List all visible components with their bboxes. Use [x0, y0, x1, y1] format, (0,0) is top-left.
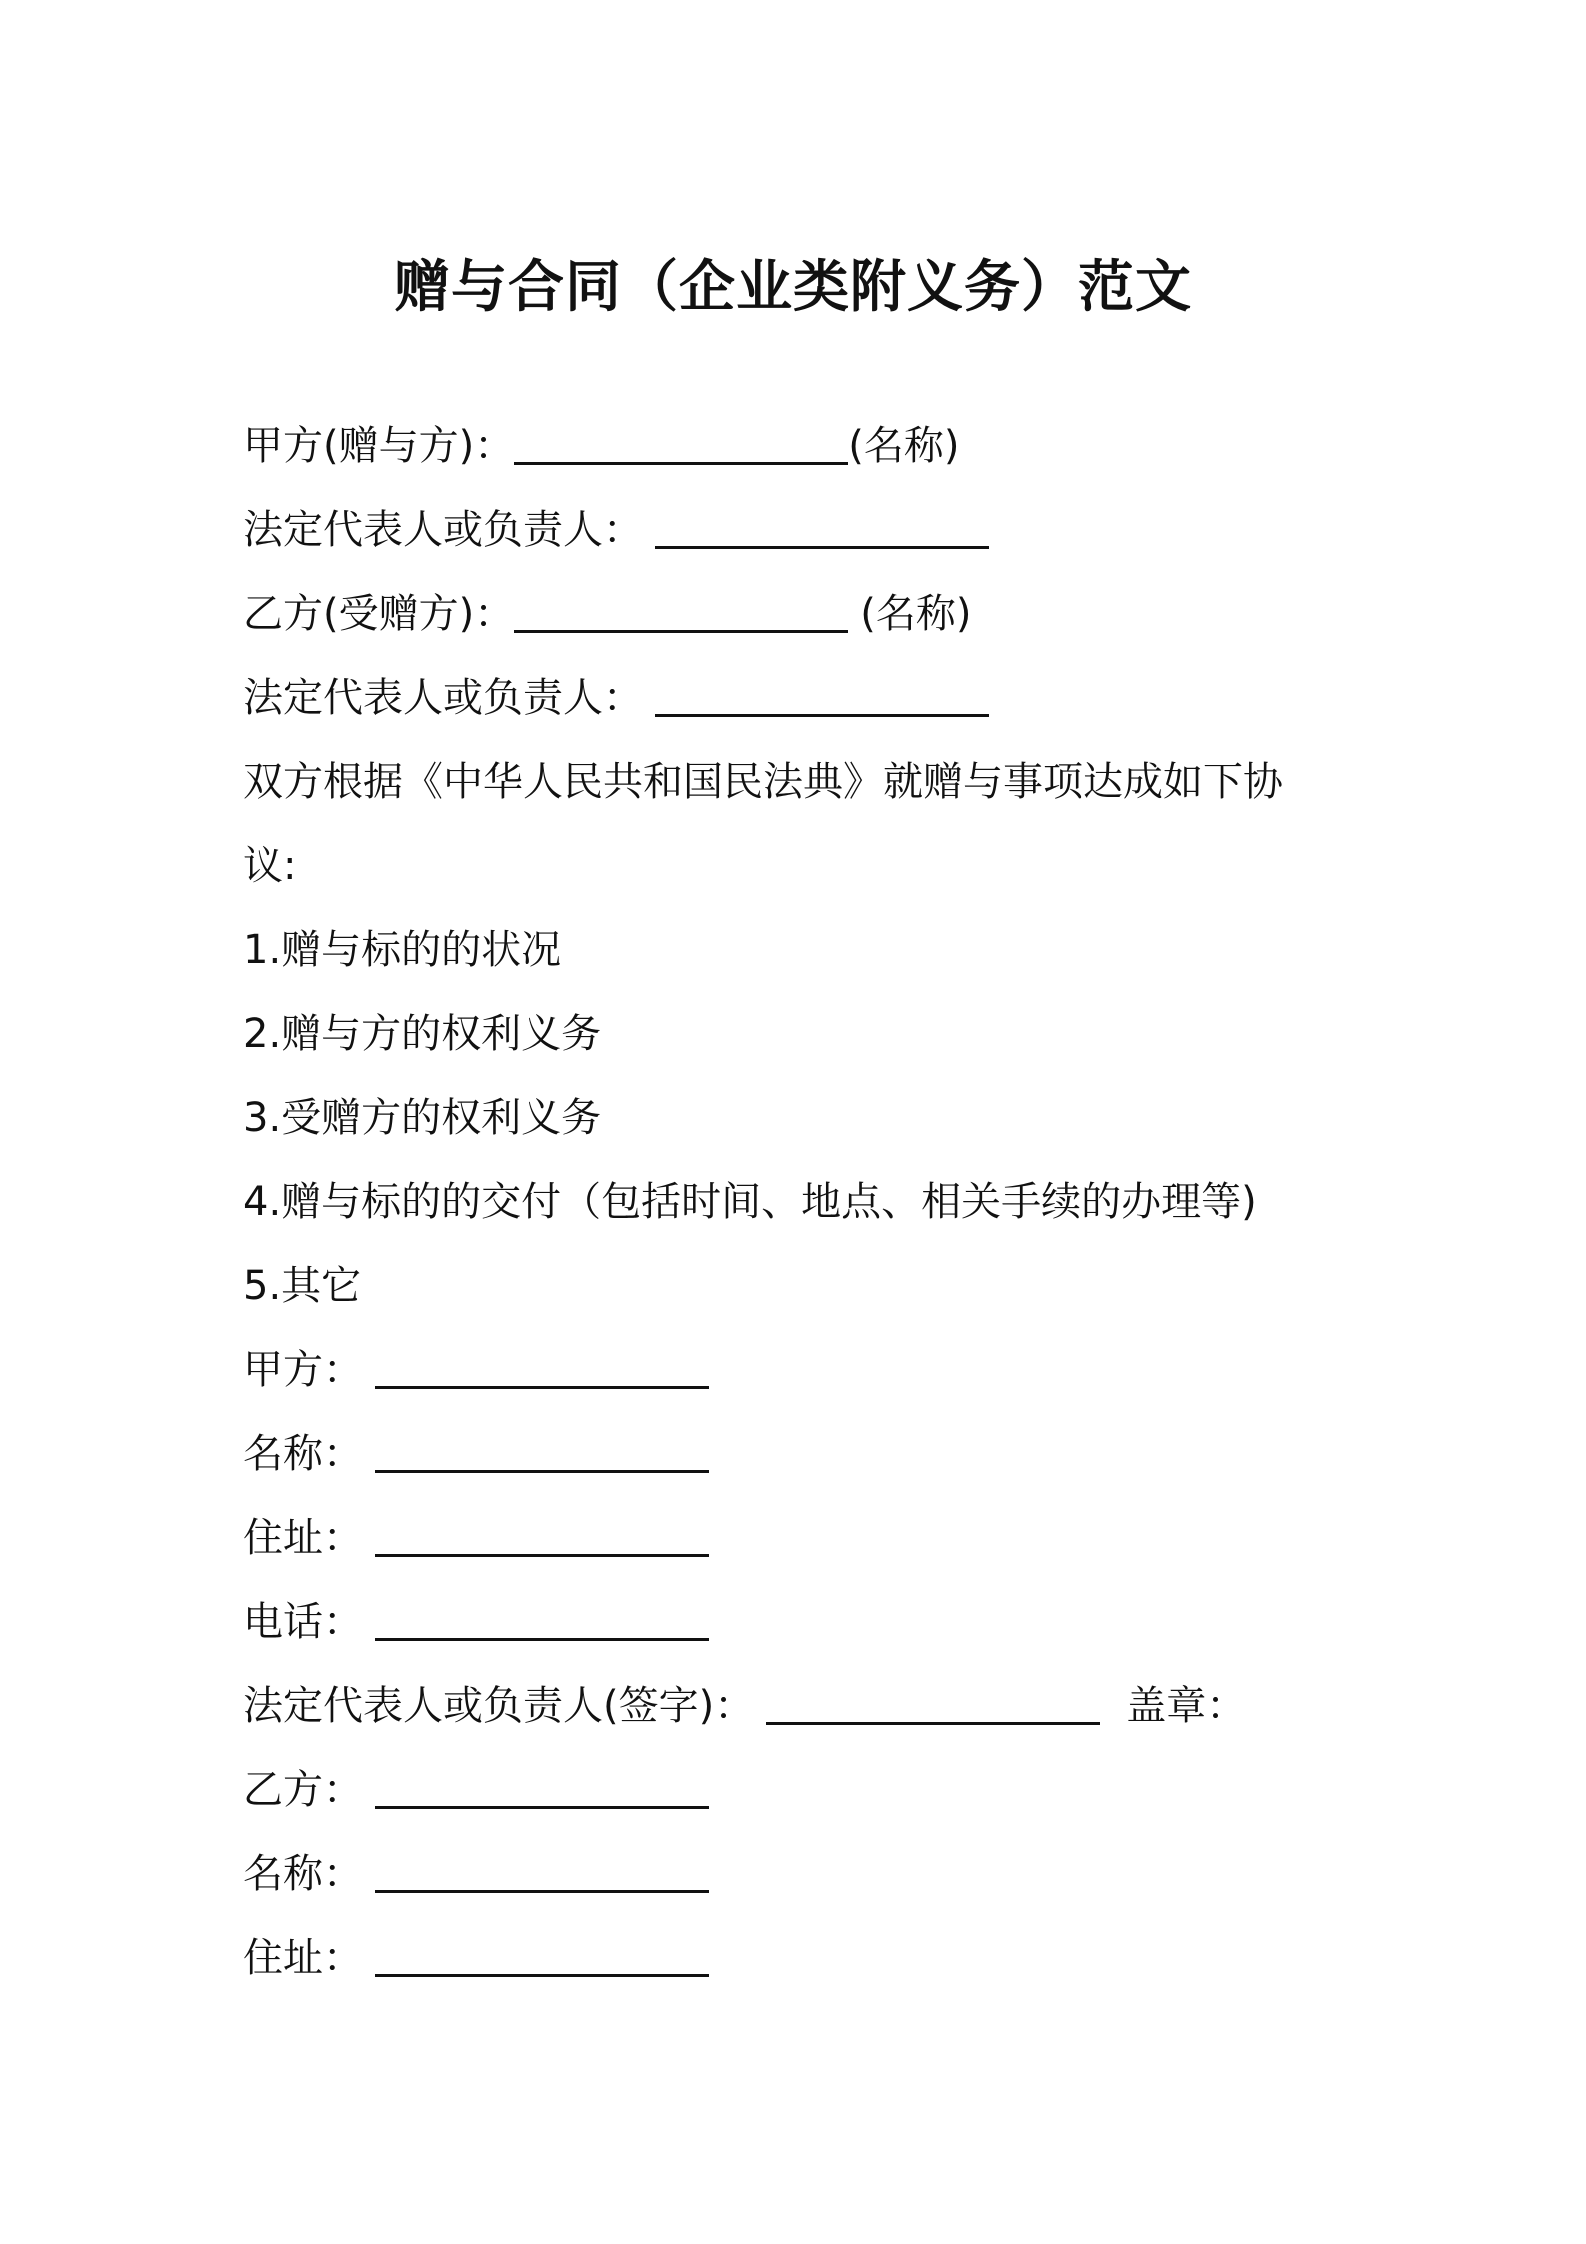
sig-a-party-blank[interactable]: [375, 1346, 709, 1389]
preamble-line-2: 议:: [243, 843, 297, 889]
sig-a-party-label: 甲方：: [243, 1347, 363, 1393]
clause-item: 3.受赠方的权利义务: [243, 1095, 602, 1141]
sig-b-party-blank[interactable]: [375, 1766, 709, 1809]
sig-a-party-line: [243, 1328, 1363, 1412]
sig-a-name-line: [243, 1412, 1363, 1496]
sig-a-address-label: 住址：: [243, 1515, 363, 1561]
party-a-legal-rep-blank[interactable]: [655, 506, 989, 549]
party-a-name-blank[interactable]: [514, 422, 848, 465]
sig-b-name-label: 名称：: [243, 1851, 363, 1897]
party-b-legal-rep-blank[interactable]: [655, 674, 989, 717]
party-a-donor-line: [243, 404, 1363, 488]
sig-b-name-line: [243, 1832, 1363, 1916]
party-b-legal-rep-line: [243, 656, 1363, 740]
sig-a-name-blank[interactable]: [375, 1430, 709, 1473]
sig-b-address-label: 住址：: [243, 1935, 363, 1981]
party-b-name-suffix: (名称): [860, 591, 972, 637]
party-a-donor-label: 甲方(赠与方)：: [243, 423, 515, 469]
sig-a-legal-rep-blank[interactable]: [766, 1682, 1100, 1725]
party-b-name-blank[interactable]: [514, 590, 848, 633]
sig-b-party-label: 乙方：: [243, 1767, 363, 1813]
sig-a-address-line: [243, 1496, 1363, 1580]
sig-a-seal-label: 盖章：: [1126, 1683, 1247, 1729]
clause-item: 1.赠与标的的状况: [243, 927, 562, 973]
sig-a-phone-label: 电话：: [243, 1599, 363, 1645]
party-b-donee-line: [243, 572, 1363, 656]
party-a-name-suffix: (名称): [848, 423, 960, 469]
sig-a-legal-rep-line: [243, 1664, 1363, 1748]
sig-b-address-blank[interactable]: [375, 1934, 709, 1977]
sig-b-party-line: [243, 1748, 1363, 1832]
party-b-donee-label: 乙方(受赠方)：: [243, 591, 515, 637]
sig-a-phone-blank[interactable]: [375, 1598, 709, 1641]
clause-item: 5.其它: [243, 1263, 362, 1309]
clause-item: 2.赠与方的权利义务: [243, 1011, 602, 1057]
legal-rep-label: 法定代表人或负责人：: [243, 507, 643, 553]
document-body: [243, 404, 1363, 2000]
sig-a-phone-line: [243, 1580, 1363, 1664]
party-a-legal-rep-line: [243, 488, 1363, 572]
document-title: 赠与合同（企业类附义务）范文: [394, 255, 1192, 320]
clause-item: 4.赠与标的的交付（包括时间、地点、相关手续的办理等): [243, 1179, 1257, 1225]
sig-a-legal-rep-sign-label: 法定代表人或负责人(签字)：: [243, 1683, 755, 1729]
legal-rep-label: 法定代表人或负责人：: [243, 675, 643, 721]
sig-a-address-blank[interactable]: [375, 1514, 709, 1557]
sig-a-name-label: 名称：: [243, 1431, 363, 1477]
preamble-line-1: 双方根据《中华人民共和国民法典》就赠与事项达成如下协: [243, 759, 1283, 805]
sig-b-address-line: [243, 1916, 1363, 2000]
sig-b-name-blank[interactable]: [375, 1850, 709, 1893]
